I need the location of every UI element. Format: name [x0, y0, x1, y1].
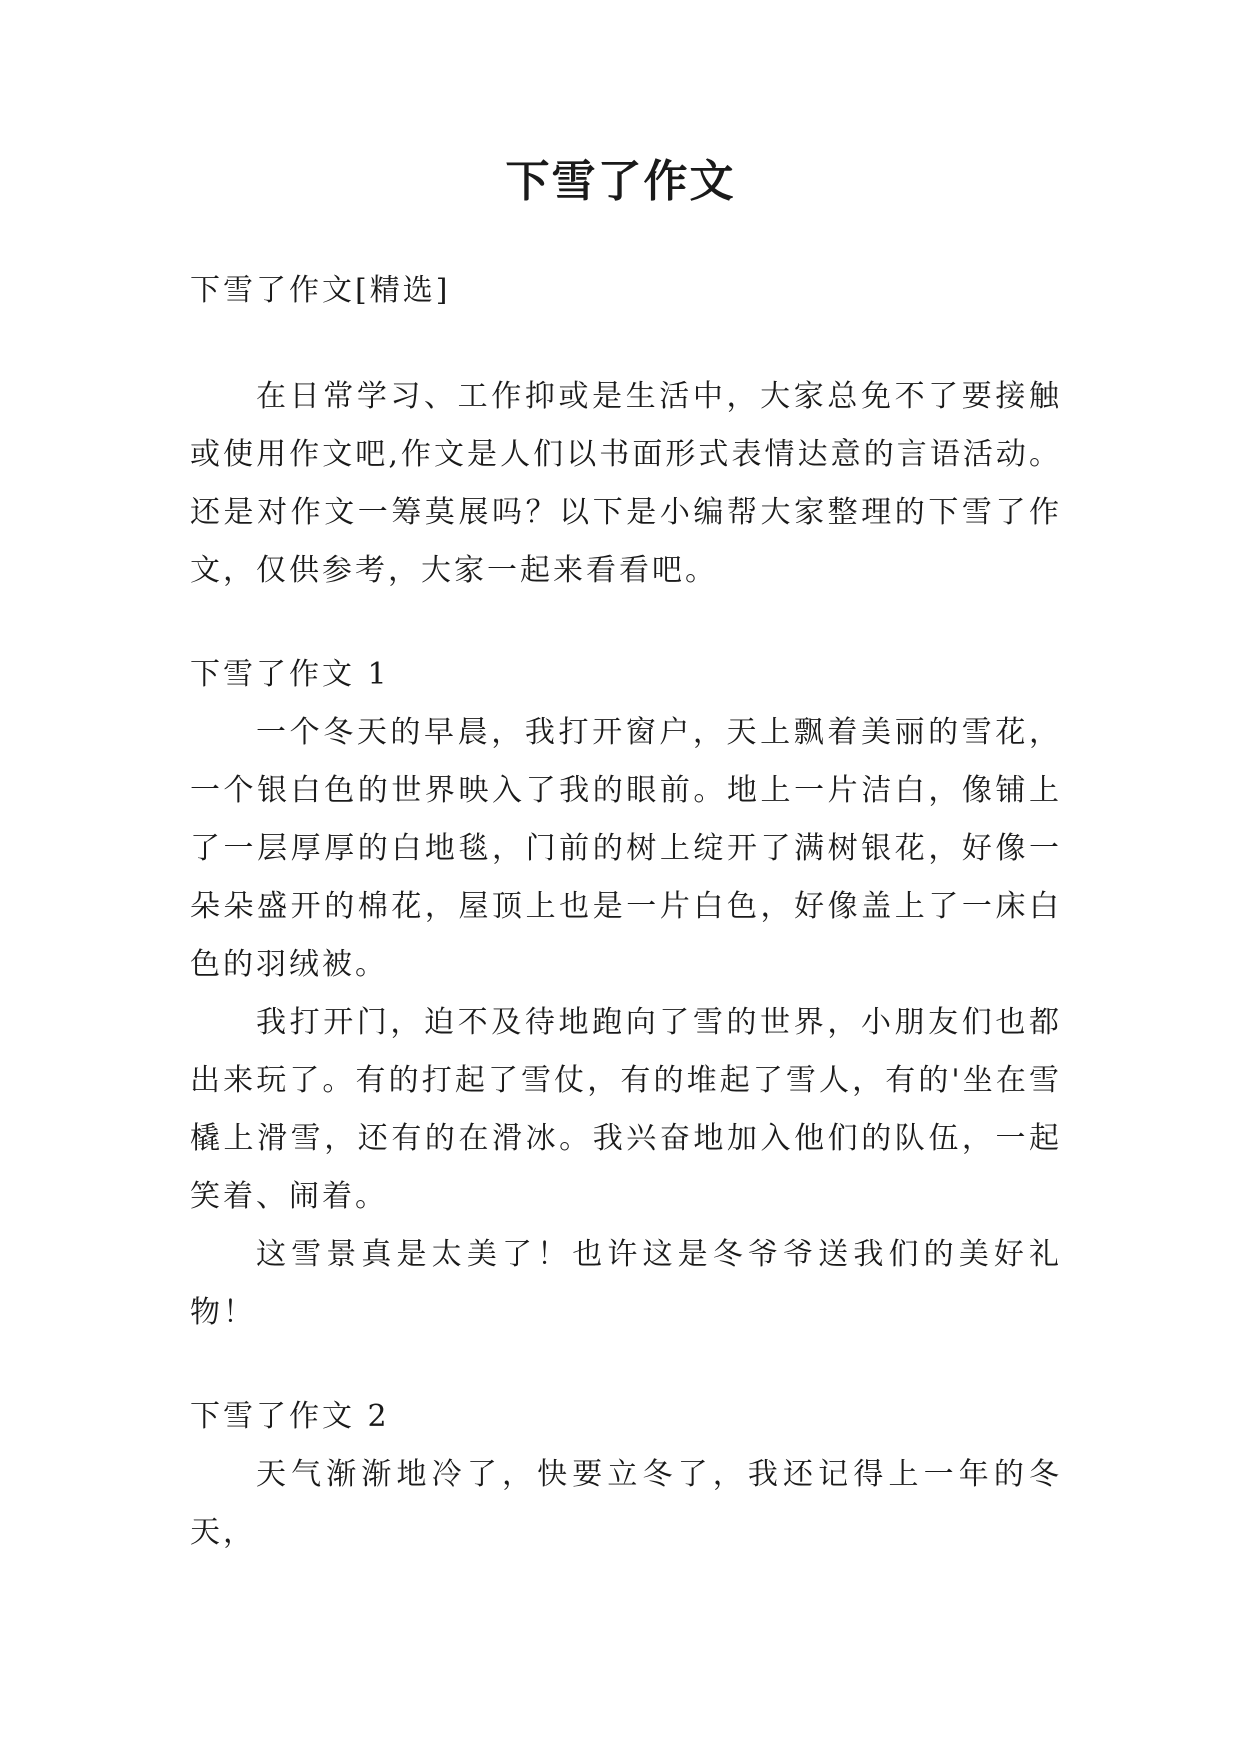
document-subtitle: 下雪了作文[精选] — [190, 273, 451, 308]
intro-paragraph: 在日常学习、工作抑或是生活中，大家总免不了要接触或使用作文吧,作文是人们以书面形式表情达意的言语活动。还是对作文一筹莫展吗？以下是小编帮大家整理的下雪了作文，仅供参考，大家一起来看看吧。 — [190, 379, 1062, 588]
body-paragraph: 一个冬天的早晨，我打开窗户，天上飘着美丽的雪花，一个银白色的世界映入了我的眼前。地上一片洁白，像铺上了一层厚厚的白地毯，门前的树上绽开了满树银花，好像一朵朵盛开的棉花，屋顶上也是一片白色，好像盖上了一床白色的羽绒被。 — [190, 715, 1062, 982]
body-paragraph: 这雪景真是太美了！也许这是冬爷爷送我们的美好礼物！ — [190, 1237, 1062, 1330]
essay-section-1 — [190, 646, 1062, 1342]
section-heading: 下雪了作文 1 — [190, 657, 390, 692]
document-body — [190, 262, 1062, 1562]
spacer — [190, 320, 1062, 368]
essay-section-2 — [190, 1388, 1062, 1562]
body-paragraph: 我打开门，迫不及待地跑向了雪的世界，小朋友们也都出来玩了。有的打起了雪仗，有的堆起了雪人，有的'坐在雪橇上滑雪，还有的在滑冰。我兴奋地加入他们的队伍，一起笑着、闹着。 — [190, 1005, 1062, 1214]
section-heading: 下雪了作文 2 — [190, 1399, 390, 1434]
spacer — [190, 600, 1062, 646]
body-paragraph: 天气渐渐地冷了，快要立冬了，我还记得上一年的冬天， — [190, 1457, 1062, 1550]
spacer — [190, 1342, 1062, 1388]
document-title: 下雪了作文 — [505, 156, 736, 207]
